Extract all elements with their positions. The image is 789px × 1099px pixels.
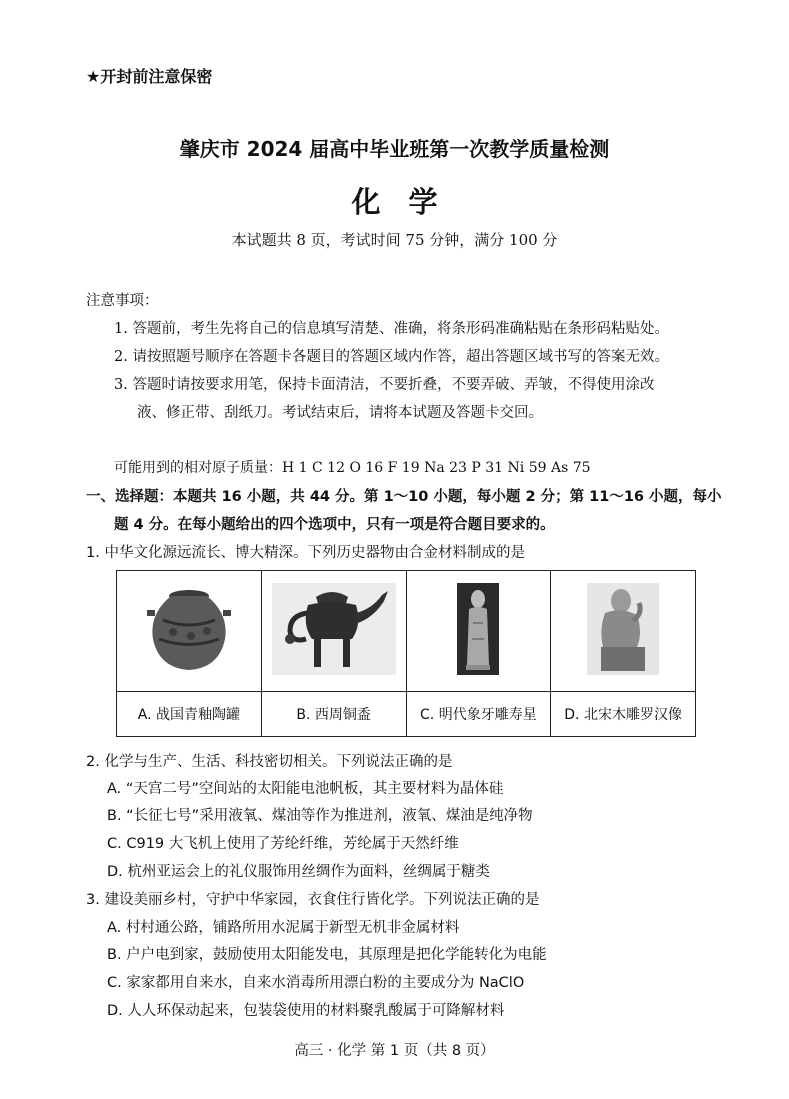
question-2-option-b: B. “长征七号”采用液氧、煤油等作为推进剂，液氧、煤油是纯净物 [107, 808, 533, 824]
pottery-jar-image [143, 584, 235, 674]
option-d-label: D. 北宋木雕罗汉像 [551, 692, 696, 737]
question-2-option-a: A. “天宫二号”空间站的太阳能电池帆板，其主要材料为晶体硅 [107, 781, 504, 797]
question-1-stem: 1. 中华文化源远流长、博大精深。下列历史器物由合金材料制成的是 [86, 545, 525, 561]
bronze-he-image [272, 583, 396, 675]
option-a-label: A. 战国青釉陶罐 [117, 692, 262, 737]
notice-item-3-cont: 液、修正带、刮纸刀。考试结束后，请将本试题及答题卡交回。 [137, 405, 543, 421]
subject-title: 化学 [351, 185, 466, 219]
option-a-image-cell [117, 571, 262, 692]
question-2-option-d: D. 杭州亚运会上的礼仪服饰用丝绸作为面料，丝绸属于糖类 [107, 864, 490, 880]
section-heading-cont: 题 4 分。在每小题给出的四个选项中，只有一项是符合题目要求的。 [114, 517, 555, 533]
section-heading: 一、选择题：本题共 16 小题，共 44 分。第 1～10 小题，每小题 2 分；第 11～16 小题，每小 [86, 489, 722, 505]
notice-item-2: 2. 请按照题号顺序在答题卡各题目的答题区域内作答，超出答题区域书写的答案无效。 [114, 349, 669, 365]
question-3-option-d: D. 人人环保动起来，包装袋使用的材料聚乳酸属于可降解材料 [107, 1003, 505, 1019]
exam-info: 本试题共 8 页，考试时间 75 分钟，满分 100 分 [231, 231, 558, 249]
option-b-label: B. 西周铜盉 [261, 692, 406, 737]
artifact-options-table [116, 570, 696, 737]
question-2-stem: 2. 化学与生产、生活、科技密切相关。下列说法正确的是 [86, 754, 453, 770]
option-d-image-cell [551, 571, 696, 692]
notice-heading: 注意事项： [86, 293, 159, 309]
question-3-stem: 3. 建设美丽乡村，守护中华家园，衣食住行皆化学。下列说法正确的是 [86, 892, 540, 908]
wooden-arhat-image [587, 583, 659, 675]
ivory-figure-image [457, 583, 499, 675]
option-c-image-cell [406, 571, 551, 692]
notice-item-3: 3. 答题时请按要求用笔，保持卡面清洁，不要折叠，不要弄破、弄皱，不得使用涂改 [114, 377, 655, 393]
question-3-option-b: B. 户户电到家，鼓励使用太阳能发电，其原理是把化学能转化为电能 [107, 947, 547, 963]
question-2-option-c: C. C919 大飞机上使用了芳纶纤维，芳纶属于天然纤维 [107, 836, 459, 852]
option-c-label: C. 明代象牙雕寿星 [406, 692, 551, 737]
confidential-notice: ★开封前注意保密 [86, 67, 213, 86]
option-b-image-cell [261, 571, 406, 692]
exam-title: 肇庆市 2024 届高中毕业班第一次教学质量检测 [179, 137, 610, 161]
question-3-option-c: C. 家家都用自来水，自来水消毒所用漂白粉的主要成分为 NaClO [107, 975, 525, 991]
notice-item-1: 1. 答题前，考生先将自己的信息填写清楚、准确，将条形码准确粘贴在条形码粘贴处。 [114, 321, 669, 337]
atomic-masses: 可能用到的相对原子质量：H 1 C 12 O 16 F 19 Na 23 P 31 Ni 59 As 75 [114, 460, 591, 476]
question-3-option-a: A. 村村通公路，铺路所用水泥属于新型无机非金属材料 [107, 920, 460, 936]
page-footer: 高三 · 化学 第 1 页（共 8 页） [294, 1043, 495, 1059]
